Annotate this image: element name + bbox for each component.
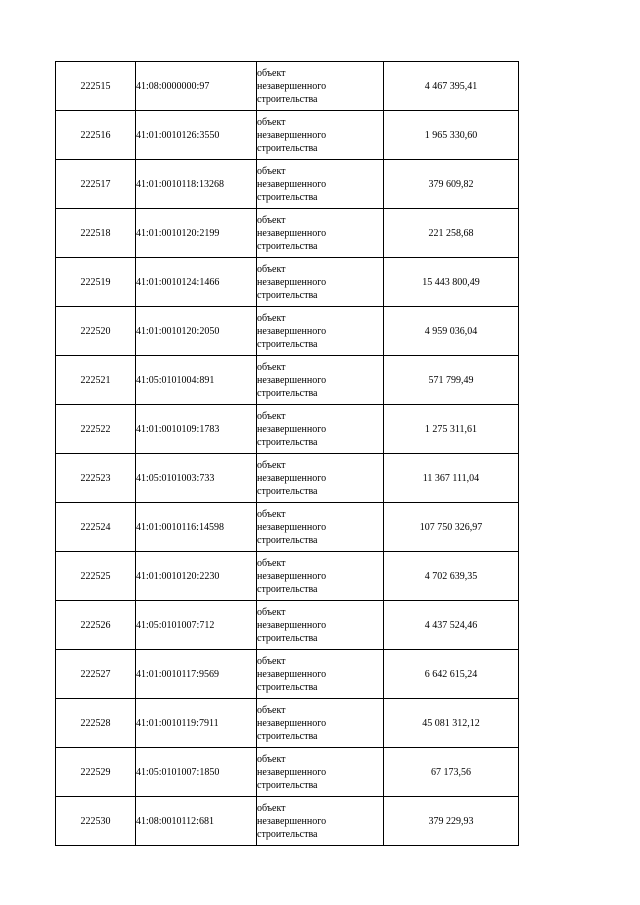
cadastral-value-text: 4 959 036,04 (424, 325, 478, 337)
object-type-text: объект незавершенного строительства (257, 802, 327, 840)
cadastral-number-cell (136, 454, 257, 503)
object-type-text: объект незавершенного строительства (257, 459, 327, 497)
cadastral-value-cell (384, 503, 519, 552)
cadastral-value-cell (384, 601, 519, 650)
cadastral-number-text: 41:01:0010124:1466 (136, 276, 220, 288)
cadastral-value-cell (384, 160, 519, 209)
row-number-cell (56, 405, 136, 454)
row-number-cell (56, 601, 136, 650)
cadastral-number-text: 41:01:0010120:2199 (136, 227, 220, 239)
table-row (56, 258, 519, 307)
object-type-cell (257, 209, 384, 258)
row-number-text: 222515 (80, 80, 111, 92)
cadastral-value-text: 11 367 111,04 (422, 472, 480, 484)
object-type-cell (257, 405, 384, 454)
row-number-cell (56, 258, 136, 307)
object-type-text: объект незавершенного строительства (257, 263, 327, 301)
object-type-text: объект незавершенного строительства (257, 361, 327, 399)
cadastral-number-text: 41:08:0000000:97 (136, 80, 210, 92)
row-number-cell (56, 454, 136, 503)
cadastral-value-cell (384, 454, 519, 503)
row-number-cell (56, 699, 136, 748)
object-type-text: объект незавершенного строительства (257, 116, 327, 154)
row-number-text: 222524 (80, 521, 111, 533)
row-number-cell (56, 209, 136, 258)
cadastral-value-cell (384, 307, 519, 356)
table-row (56, 356, 519, 405)
table-body (56, 62, 519, 846)
table-row (56, 650, 519, 699)
cadastral-number-cell (136, 160, 257, 209)
object-type-text: объект незавершенного строительства (257, 165, 327, 203)
table-row (56, 503, 519, 552)
row-number-text: 222518 (80, 227, 111, 239)
row-number-text: 222525 (80, 570, 111, 582)
row-number-text: 222529 (80, 766, 111, 778)
object-type-text: объект незавершенного строительства (257, 67, 327, 105)
object-type-text: объект незавершенного строительства (257, 312, 327, 350)
row-number-text: 222530 (80, 815, 111, 827)
object-type-cell (257, 748, 384, 797)
cadastral-value-cell (384, 405, 519, 454)
object-type-cell (257, 699, 384, 748)
row-number-cell (56, 356, 136, 405)
table-row (56, 160, 519, 209)
row-number-cell (56, 160, 136, 209)
cadastral-value-text: 379 609,82 (428, 178, 474, 190)
cadastral-number-cell (136, 405, 257, 454)
row-number-cell (56, 111, 136, 160)
cadastral-number-text: 41:01:0010120:2230 (136, 570, 220, 582)
cadastral-number-cell (136, 111, 257, 160)
cadastral-number-cell (136, 307, 257, 356)
cadastral-number-text: 41:01:0010118:13268 (136, 178, 224, 190)
object-type-cell (257, 601, 384, 650)
cadastral-value-cell (384, 699, 519, 748)
object-type-cell (257, 160, 384, 209)
cadastral-number-cell (136, 748, 257, 797)
cadastral-value-text: 4 467 395,41 (424, 80, 478, 92)
object-type-text: объект незавершенного строительства (257, 557, 327, 595)
cadastral-value-text: 6 642 615,24 (424, 668, 478, 680)
row-number-text: 222526 (80, 619, 111, 631)
cadastral-number-cell (136, 797, 257, 846)
object-type-cell (257, 503, 384, 552)
object-type-text: объект незавершенного строительства (257, 410, 327, 448)
row-number-cell (56, 748, 136, 797)
row-number-cell (56, 797, 136, 846)
cadastral-number-text: 41:01:0010117:9569 (136, 668, 219, 680)
object-type-text: объект незавершенного строительства (257, 214, 327, 252)
cadastral-number-text: 41:01:0010120:2050 (136, 325, 220, 337)
object-type-text: объект незавершенного строительства (257, 655, 327, 693)
cadastral-number-cell (136, 699, 257, 748)
cadastral-value-cell (384, 356, 519, 405)
object-type-cell (257, 797, 384, 846)
row-number-text: 222517 (80, 178, 111, 190)
table-row (56, 111, 519, 160)
row-number-cell (56, 62, 136, 111)
cadastral-number-cell (136, 650, 257, 699)
object-type-cell (257, 258, 384, 307)
cadastral-number-text: 41:01:0010109:1783 (136, 423, 220, 435)
table-row (56, 209, 519, 258)
cadastral-value-table (55, 61, 519, 846)
cadastral-number-text: 41:05:0101007:712 (136, 619, 215, 631)
row-number-cell (56, 307, 136, 356)
table-row (56, 454, 519, 503)
cadastral-value-cell (384, 650, 519, 699)
cadastral-value-cell (384, 797, 519, 846)
cadastral-value-text: 571 799,49 (428, 374, 474, 386)
cadastral-number-cell (136, 601, 257, 650)
table-row (56, 307, 519, 356)
cadastral-number-cell (136, 503, 257, 552)
cadastral-number-text: 41:05:0101003:733 (136, 472, 215, 484)
cadastral-value-text: 67 173,56 (431, 766, 471, 778)
object-type-cell (257, 307, 384, 356)
cadastral-number-text: 41:05:0101007:1850 (136, 766, 220, 778)
object-type-cell (257, 111, 384, 160)
row-number-text: 222520 (80, 325, 111, 337)
cadastral-number-cell (136, 552, 257, 601)
object-type-text: объект незавершенного строительства (257, 606, 327, 644)
cadastral-value-text: 15 443 800,49 (422, 276, 480, 288)
object-type-text: объект незавершенного строительства (257, 704, 327, 742)
cadastral-value-cell (384, 62, 519, 111)
object-type-cell (257, 454, 384, 503)
cadastral-value-text: 4 437 524,46 (424, 619, 478, 631)
cadastral-value-text: 107 750 326,97 (419, 521, 483, 533)
row-number-cell (56, 552, 136, 601)
cadastral-number-text: 41:08:0010112:681 (136, 815, 214, 827)
table-row (56, 699, 519, 748)
row-number-text: 222521 (80, 374, 111, 386)
cadastral-number-cell (136, 258, 257, 307)
table-row (56, 601, 519, 650)
row-number-text: 222522 (80, 423, 111, 435)
object-type-cell (257, 552, 384, 601)
cadastral-value-cell (384, 258, 519, 307)
cadastral-number-text: 41:01:0010126:3550 (136, 129, 220, 141)
cadastral-value-text: 1 965 330,60 (424, 129, 478, 141)
cadastral-value-text: 45 081 312,12 (422, 717, 480, 729)
row-number-text: 222528 (80, 717, 111, 729)
row-number-text: 222527 (80, 668, 111, 680)
cadastral-number-cell (136, 356, 257, 405)
row-number-text: 222523 (80, 472, 111, 484)
cadastral-value-cell (384, 552, 519, 601)
cadastral-number-text: 41:01:0010116:14598 (136, 521, 224, 533)
cadastral-number-cell (136, 209, 257, 258)
object-type-text: объект незавершенного строительства (257, 508, 327, 546)
table-row (56, 797, 519, 846)
table-row (56, 62, 519, 111)
row-number-cell (56, 503, 136, 552)
row-number-text: 222519 (80, 276, 111, 288)
object-type-text: объект незавершенного строительства (257, 753, 327, 791)
cadastral-number-text: 41:01:0010119:7911 (136, 717, 219, 729)
object-type-cell (257, 62, 384, 111)
row-number-text: 222516 (80, 129, 111, 141)
cadastral-value-text: 4 702 639,35 (424, 570, 478, 582)
object-type-cell (257, 650, 384, 699)
row-number-cell (56, 650, 136, 699)
table-row (56, 405, 519, 454)
cadastral-value-text: 1 275 311,61 (424, 423, 478, 435)
cadastral-value-text: 379 229,93 (428, 815, 474, 827)
cadastral-value-cell (384, 748, 519, 797)
cadastral-value-cell (384, 111, 519, 160)
cadastral-number-text: 41:05:0101004:891 (136, 374, 215, 386)
cadastral-value-text: 221 258,68 (428, 227, 474, 239)
table-row (56, 748, 519, 797)
object-type-cell (257, 356, 384, 405)
cadastral-value-cell (384, 209, 519, 258)
cadastral-number-cell (136, 62, 257, 111)
table-row (56, 552, 519, 601)
